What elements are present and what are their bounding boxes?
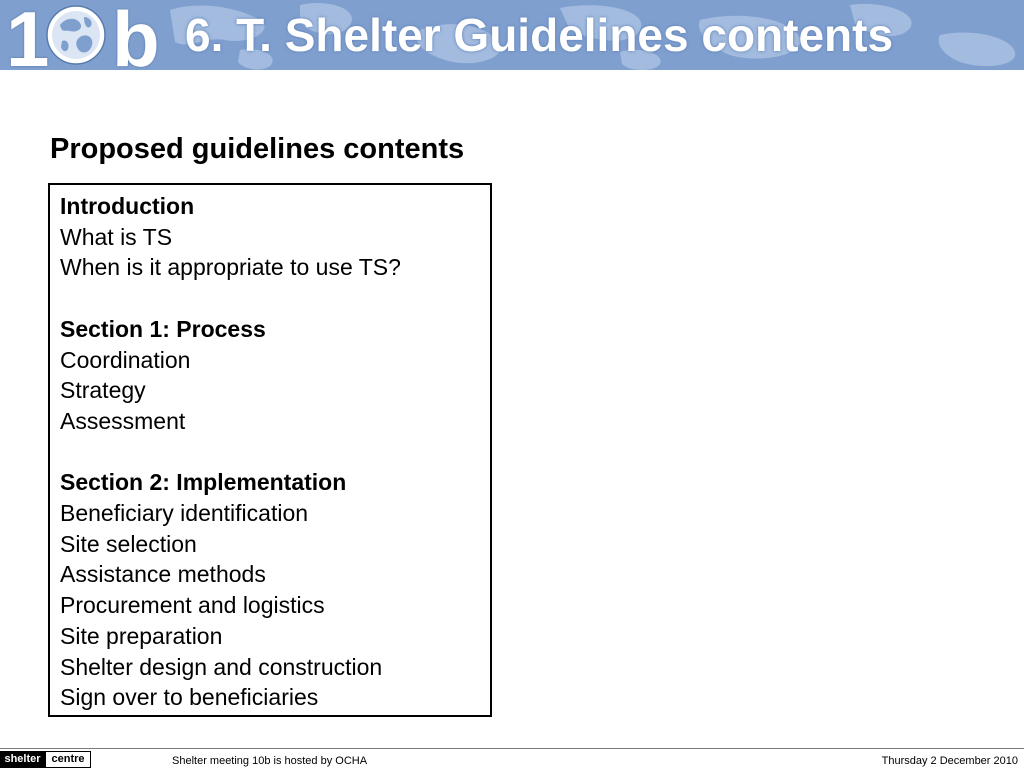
spacer <box>60 437 480 468</box>
list-item: Assistance methods <box>60 561 266 588</box>
section-heading: Proposed guidelines contents <box>50 133 465 165</box>
intro-heading: Introduction <box>60 193 195 219</box>
globe-icon <box>44 3 108 67</box>
centre-badge: centre <box>45 751 91 768</box>
shelter-badge: shelter <box>0 751 45 768</box>
footer-date: Thursday 2 December 2010 <box>881 755 1018 767</box>
header-banner <box>0 0 1024 70</box>
slide-title: 6. T. Shelter Guidelines contents <box>185 9 894 61</box>
spacer <box>60 283 480 314</box>
footer-divider <box>0 748 1024 749</box>
list-item: Coordination <box>60 346 191 373</box>
list-item: Beneficiary identification <box>60 500 309 526</box>
list-item: Sign over to beneficiaries <box>60 684 319 711</box>
footer-host-text: Shelter meeting 10b is hosted by OCHA <box>172 755 368 767</box>
list-item: Site preparation <box>60 622 223 649</box>
list-item: When is it appropriate to use TS? <box>60 254 401 281</box>
section2-heading: Section 2: Implementation <box>60 469 347 496</box>
list-item: Site selection <box>60 530 197 557</box>
list-item: Shelter design and construction <box>60 653 383 680</box>
list-item: Strategy <box>60 377 146 404</box>
logo-letter-b: b <box>112 0 158 70</box>
list-item: Assessment <box>60 407 186 434</box>
logo-digit-one: 1 <box>6 0 48 70</box>
list-item: What is TS <box>60 223 173 250</box>
section1-heading: Section 1: Process <box>60 315 266 342</box>
contents-box <box>48 183 492 717</box>
list-item: Procurement and logistics <box>60 592 325 619</box>
